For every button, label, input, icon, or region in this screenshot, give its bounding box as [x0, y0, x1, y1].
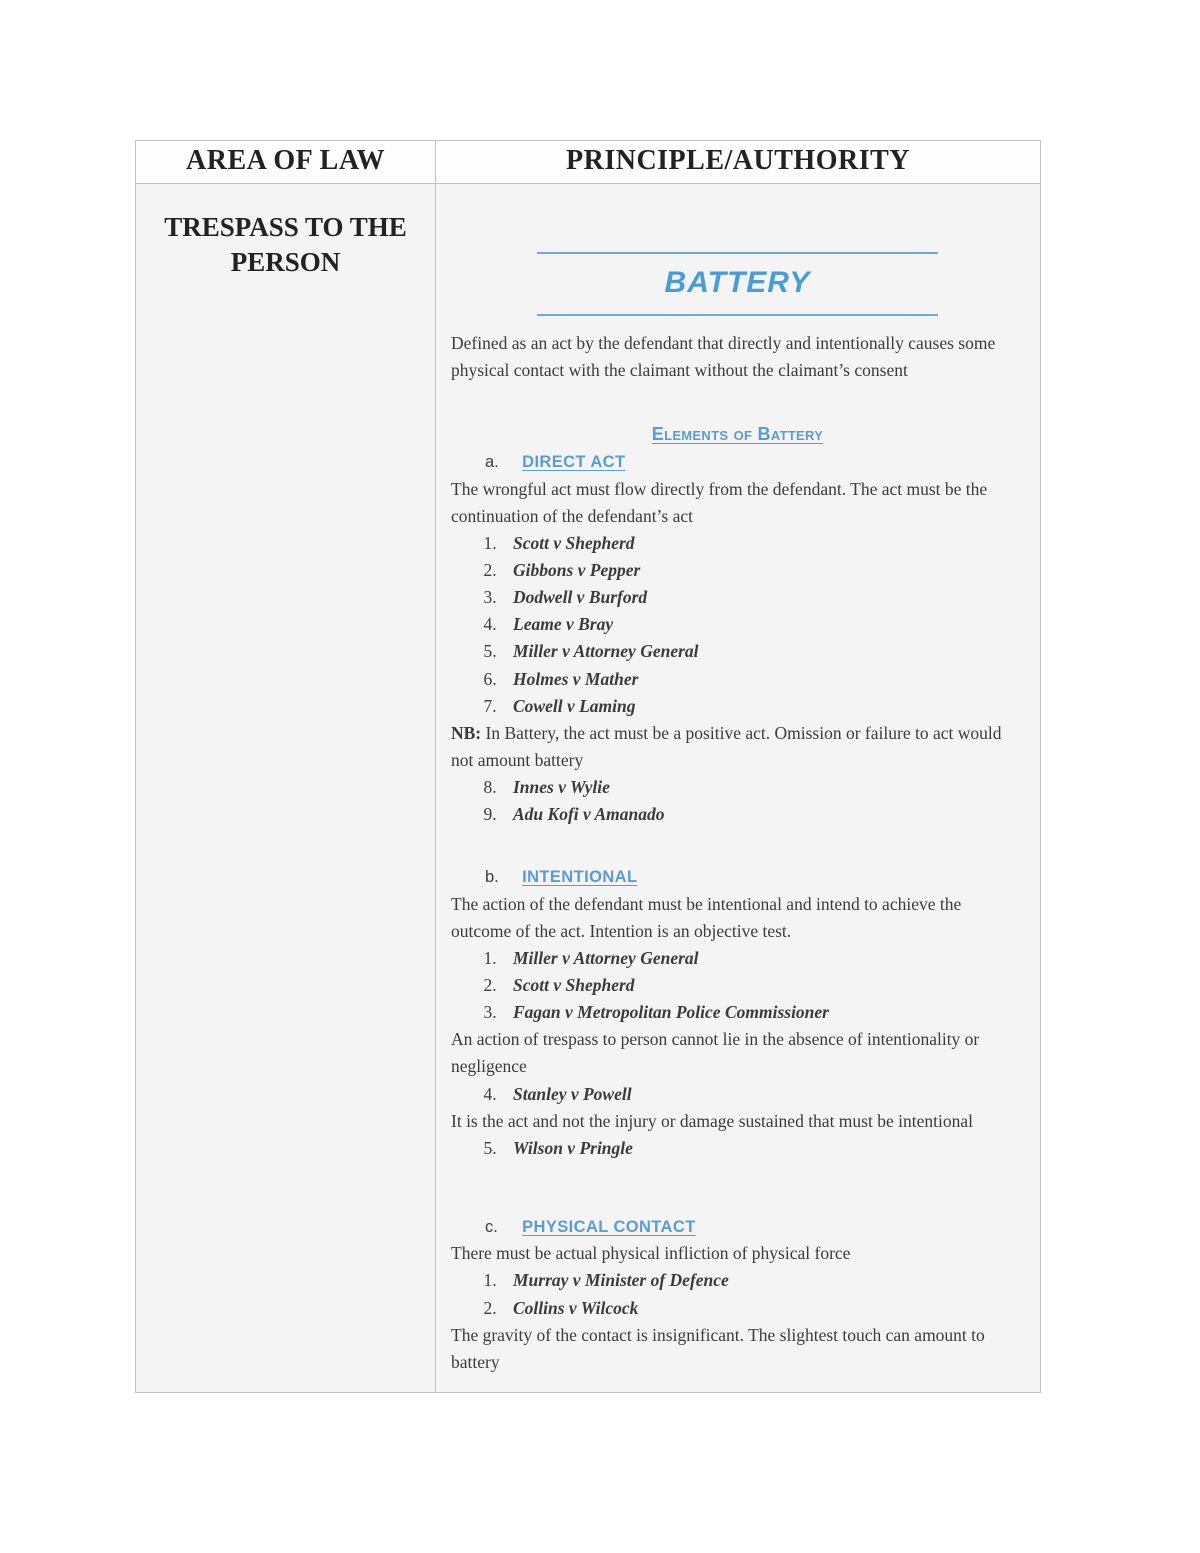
- area-of-law-title: TRESPASS TO THE PERSON: [164, 212, 407, 278]
- area-of-law-cell: [136, 184, 436, 1392]
- direct-act-heading: DIRECT ACT: [522, 453, 626, 472]
- case-item: 6. Holmes v Mather: [501, 666, 1024, 693]
- section-letter: a.: [485, 453, 499, 472]
- physical-contact-heading-row: [451, 1214, 1024, 1240]
- case-item: 5. Wilson v Pringle: [501, 1135, 1024, 1162]
- battery-definition: Defined as an act by the defendant that directly and intentionally causes some physical contact with the claimant without the claimant’s consent: [451, 333, 996, 381]
- section-letter: c.: [485, 1217, 498, 1236]
- battery-heading-block: [451, 252, 1024, 316]
- intentional-intro: The action of the defendant must be intentional and intend to achieve the outcome of the act. Intention is an objective test.: [451, 893, 962, 941]
- column-header-area-of-law: AREA OF LAW: [136, 141, 436, 183]
- intentional-cases-list-2: [451, 1081, 1024, 1108]
- direct-act-cases-list-2: [451, 774, 1024, 828]
- column-header-principle-authority: PRINCIPLE/AUTHORITY: [566, 145, 910, 176]
- table-body-row: [136, 184, 1040, 1392]
- nb-text: In Battery, the act must be a positive act. Omission or failure to act would not amount battery: [451, 722, 1002, 770]
- section-physical-contact: [451, 1214, 1024, 1376]
- section-intentional: [451, 864, 1024, 1162]
- nb-label: NB:: [451, 722, 482, 743]
- principle-authority-cell: [436, 184, 1040, 1392]
- direct-act-heading-row: [451, 449, 1024, 475]
- physical-contact-intro: There must be actual physical infliction of physical force: [451, 1243, 851, 1264]
- case-item: 3. Dodwell v Burford: [501, 584, 1024, 611]
- case-item: 5. Miller v Attorney General: [501, 638, 1024, 665]
- case-item: 4. Leame v Bray: [501, 611, 1024, 638]
- section-letter: b.: [485, 868, 499, 887]
- intentional-cases-list-1: [451, 945, 1024, 1026]
- physical-contact-cases-list: [451, 1267, 1024, 1321]
- battery-title: BATTERY: [664, 266, 811, 299]
- elements-of-battery-heading: Elements of Battery: [651, 424, 824, 445]
- law-notes-table: [135, 140, 1041, 1393]
- intentional-note-2: It is the act and not the injury or damage sustained that must be intentional: [451, 1110, 973, 1131]
- case-item: 9. Adu Kofi v Amanado: [501, 801, 1024, 828]
- case-item: 1. Miller v Attorney General: [501, 945, 1024, 972]
- case-item: 2. Scott v Shepherd: [501, 972, 1024, 999]
- case-item: 2. Collins v Wilcock: [501, 1295, 1024, 1322]
- case-item: 8. Innes v Wylie: [501, 774, 1024, 801]
- physical-contact-note: The gravity of the contact is insignificant. The slightest touch can amount to battery: [451, 1324, 985, 1372]
- physical-contact-heading: PHYSICAL CONTACT: [522, 1217, 696, 1236]
- case-item: 2. Gibbons v Pepper: [501, 557, 1024, 584]
- case-item: 1. Scott v Shepherd: [501, 530, 1024, 557]
- bottom-rule-line: [537, 314, 938, 316]
- direct-act-intro: The wrongful act must flow directly from the defendant. The act must be the continuation of the defendant’s act: [451, 478, 988, 526]
- direct-act-cases-list-1: [451, 530, 1024, 720]
- table-header-row: [136, 141, 1040, 184]
- case-item: 7. Cowell v Laming: [501, 693, 1024, 720]
- intentional-note-1: An action of trespass to person cannot lie in the absence of intentionality or negligence: [451, 1029, 980, 1077]
- case-item: 1. Murray v Minister of Defence: [501, 1267, 1024, 1294]
- case-item: 3. Fagan v Metropolitan Police Commissioner: [501, 999, 1024, 1026]
- intentional-heading-row: [451, 864, 1024, 890]
- top-rule-line: [537, 252, 938, 254]
- case-item: 4. Stanley v Powell: [501, 1081, 1024, 1108]
- nb-note: [451, 720, 1024, 774]
- intentional-heading: INTENTIONAL: [522, 868, 638, 887]
- section-direct-act: [451, 449, 1024, 828]
- intentional-cases-list-3: [451, 1135, 1024, 1162]
